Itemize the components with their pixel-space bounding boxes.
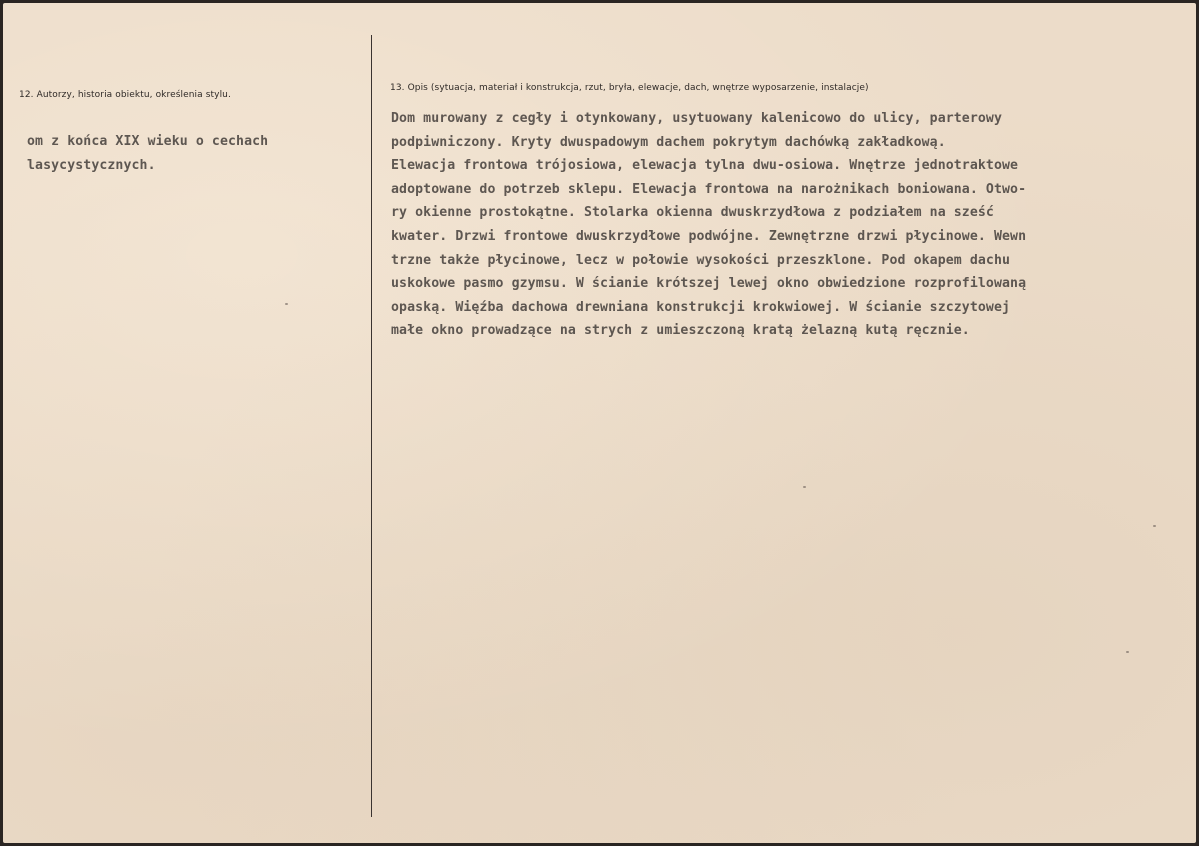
paper-speck (285, 303, 288, 305)
typed-line: lasycystycznych. (27, 157, 156, 173)
typed-line: opaską. Więźba dachowa drewniana konstrukcji krokwiowej. W ścianie szczytowej (391, 299, 1011, 315)
typed-line: Elewacja frontowa trójosiowa, elewacja tylna dwu-osiowa. Wnętrze jednotraktowe (391, 158, 1019, 174)
typed-line: Dom murowany z cegły i otynkowany, usytuowany kalenicowo do ulicy, parterowy (391, 111, 1003, 126)
typed-line: om z końca XIX wieku o cechach (27, 134, 269, 149)
typed-line: ry okienne prostokątne. Stolarka okienna dwuskrzydłowa z podziałem na sześć (391, 205, 994, 221)
authors-history-text (27, 130, 357, 177)
typed-line: podpiwniczony. Kryty dwuspadowym dachem pokrytym dachówką zakładkową. (391, 134, 946, 150)
paper-speck (803, 486, 806, 488)
paper-speck (1126, 651, 1129, 653)
field-label-description: 13. Opis (sytuacja, materiał i konstrukcja, rzut, bryła, elewacje, dach, wnętrze wyposarzenie, instalacje) (390, 83, 869, 93)
typed-line: trzne także płycinowe, lecz w połowie wysokości przeszklone. Pod okapem dachu (391, 252, 1011, 268)
inventory-card (3, 3, 1196, 843)
typed-line: kwater. Drzwi frontowe dwuskrzydłowe podwójne. Zewnętrzne drzwi płycinowe. Wewn (391, 228, 1027, 244)
typed-line: adoptowane do potrzeb sklepu. Elewacja frontowa na narożnikach boniowana. Otwo- (391, 181, 1027, 197)
description-text (391, 107, 1191, 343)
typed-line: małe okno prowadzące na strych z umieszczoną kratą żelazną kutą ręcznie. (391, 323, 970, 339)
typed-line: uskokowe pasmo gzymsu. W ścianie krótszej lewej okno obwiedzione rozprofilowaną (391, 276, 1027, 292)
paper-speck (1153, 525, 1156, 527)
field-label-authors-history: 12. Autorzy, historia obiektu, określenia stylu. (19, 90, 231, 100)
column-divider (371, 35, 372, 817)
